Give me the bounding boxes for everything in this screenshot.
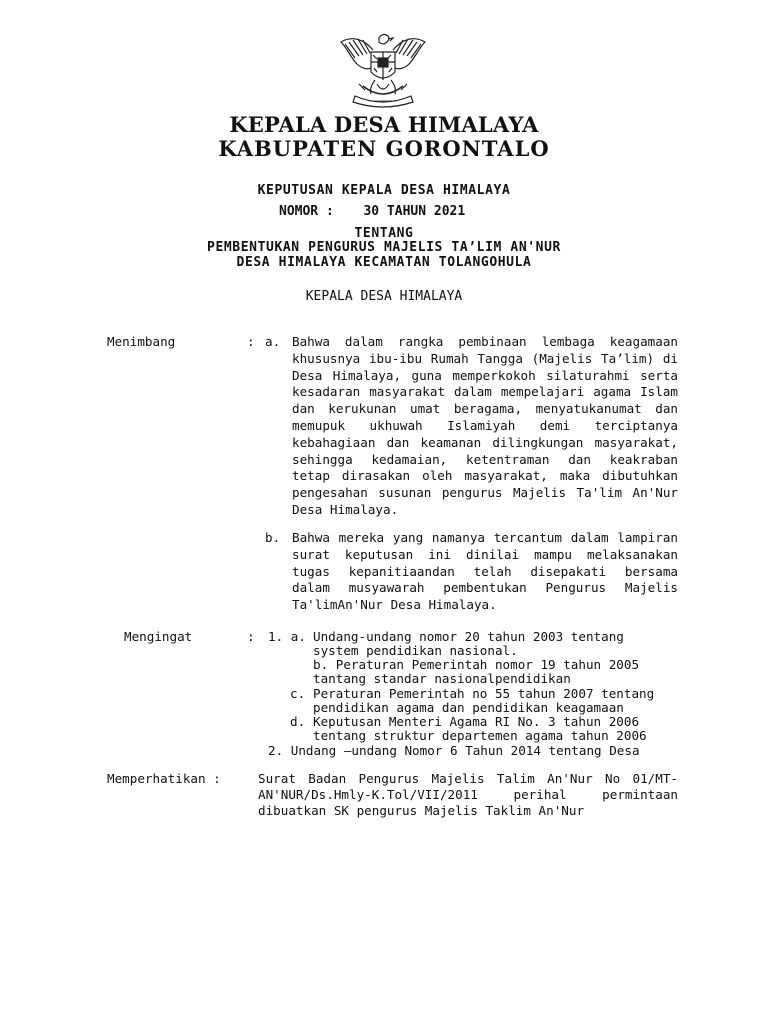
subject-line-2: DESA HIMALAYA KECAMATAN TOLANGOHULA (236, 255, 532, 270)
mengingat-1b-line1: b. Peraturan Pemerintah nomor 19 tahun 2005 (313, 657, 640, 672)
menimbang-b-text: Bahwa mereka yang namanya tercantum dalam lampiran surat keputusan ini dinilai mampu melaksanakan tugas kepanitiaandan telah disepakati bersama dalam musyawarah pembentukan Pengurus Majelis Ta'limAn'Nur Desa Himalaya. (292, 530, 678, 613)
mengingat-colon: : (247, 629, 255, 644)
memperhatikan-label: Memperhatikan : (107, 771, 221, 786)
office-title: KEPALA DESA HIMALAYA (229, 112, 539, 137)
menimbang-colon: : (247, 334, 255, 349)
decree-title: KEPUTUSAN KEPALA DESA HIMALAYA (257, 183, 511, 198)
number-value: 30 TAHUN 2021 (363, 204, 466, 219)
menimbang-a-marker: a. (265, 334, 281, 349)
garuda-emblem-icon (333, 28, 433, 110)
subject-line-1: PEMBENTUKAN PENGURUS MAJELIS TA’LIM AN'NUR (207, 240, 561, 255)
mengingat-1c-line2: pendidikan agama dan pendidikan keagamaan (313, 700, 624, 715)
about-label: TENTANG (354, 226, 414, 241)
mengingat-1c-line1: Peraturan Pemerintah no 55 tahun 2007 tentang (313, 686, 655, 701)
issuer-heading: KEPALA DESA HIMALAYA (305, 289, 463, 304)
regency-title: KABUPATEN GORONTALO (218, 136, 550, 161)
menimbang-label: Menimbang (107, 334, 176, 349)
mengingat-1a-line1: Undang-undang nomor 20 tahun 2003 tentang (313, 629, 624, 644)
mengingat-1c-marker: c. (290, 686, 306, 701)
mengingat-label: Mengingat (124, 629, 193, 644)
mengingat-1a-line2: system pendidikan nasional. (313, 643, 518, 658)
mengingat-item1-marker: 1. a. (268, 629, 306, 644)
mengingat-1b-line2: tantang standar nasionalpendidikan (313, 671, 571, 686)
mengingat-1d-line2: tentang struktur departemen agama tahun 2006 (313, 728, 647, 743)
menimbang-b-marker: b. (265, 530, 281, 545)
mengingat-1d-line1: Keputusan Menteri Agama RI No. 3 tahun 2006 (313, 714, 640, 729)
menimbang-a-text: Bahwa dalam rangka pembinaan lembaga keagamaan khususnya ibu-ibu Rumah Tangga (Majelis Ta’lim) di Desa Himalaya, guna memperkokoh silaturahmi serta kesadaran masyarakat dalam mempelajari agama Islam dan kerukunan umat beragama, menyatukanumat dan memupuk ukhuwah Islamiyah demi terciptanya kebahagiaan dan keamanan dilingkungan masyarakat, sehingga kedamaian, ketentraman dan keakraban tetap dirasakan oleh masyarakat, maka dibutuhkan pengesahan susunan pengurus Majelis Ta'lim An'Nur Desa Himalaya. (292, 334, 678, 517)
decree-number-line (279, 204, 465, 219)
memperhatikan-line3: dibuatkan SK pengurus Majelis Taklim An'Nur (258, 803, 585, 818)
mengingat-1d-marker: d. (290, 714, 306, 729)
memperhatikan-line2: AN'NUR/Ds.Hmly-K.Tol/VII/2011 perihal permintaan (258, 787, 678, 802)
number-label: NOMOR : (279, 204, 334, 219)
memperhatikan-line1: Surat Badan Pengurus Majelis Talim An'Nur No 01/MT- (258, 771, 678, 786)
mengingat-item2: 2. Undang –undang Nomor 6 Tahun 2014 tentang Desa (268, 743, 640, 758)
